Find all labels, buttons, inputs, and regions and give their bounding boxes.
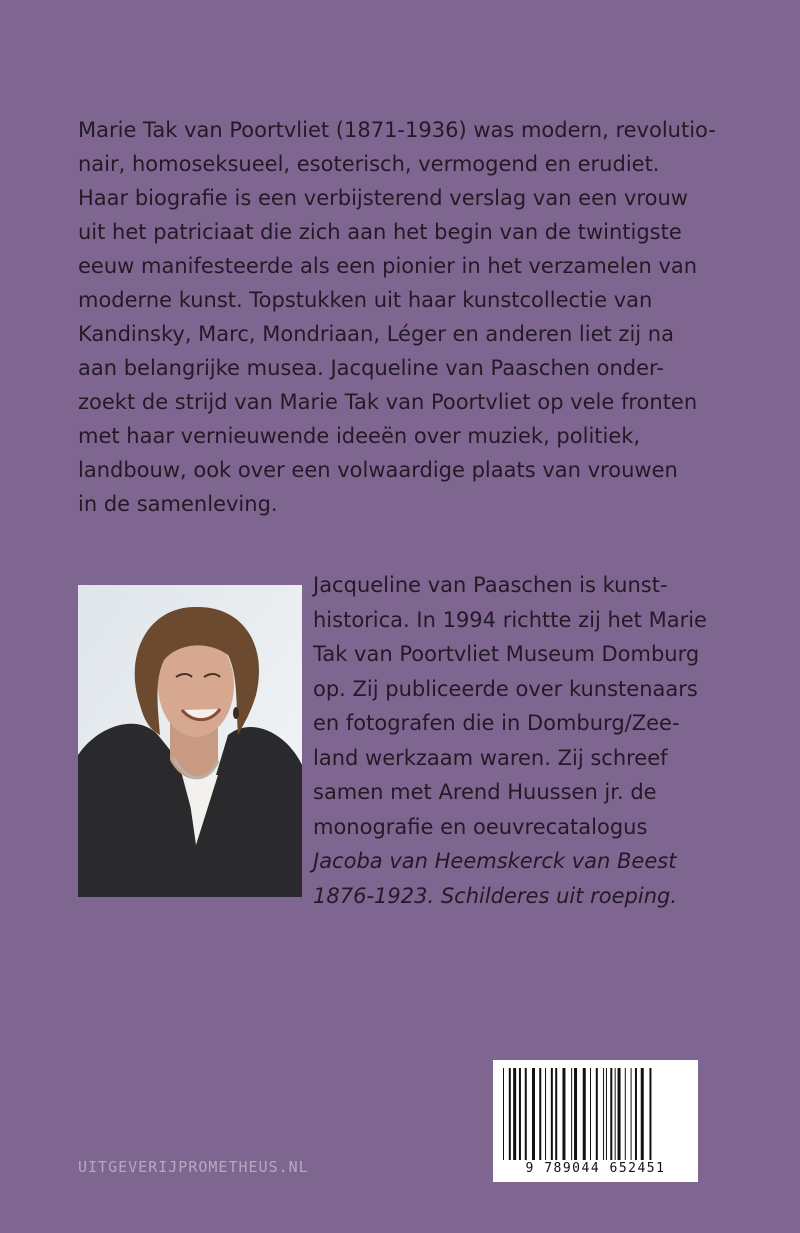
barcode-bar (603, 1068, 604, 1160)
author-photo (78, 585, 302, 897)
author-bio (313, 568, 733, 913)
barcode-bar (532, 1068, 535, 1160)
barcode-bar (610, 1068, 612, 1160)
blurb-line: nair, homoseksueel, esoterisch, vermogend en erudiet. (78, 152, 660, 176)
blurb-line: eeuw manifesteerde als een pionier in het verzamelen van (78, 254, 698, 278)
barcode-bar (631, 1068, 632, 1160)
barcode-bars (501, 1068, 690, 1160)
barcode-bar (562, 1068, 565, 1160)
bio-line: Jacqueline van Paaschen is kunst- (313, 573, 668, 597)
barcode-bar (625, 1068, 626, 1160)
barcode-bar (574, 1068, 577, 1160)
blurb-line: in de samenleving. (78, 492, 278, 516)
bio-line: land werkzaam waren. Zij schreef (313, 745, 668, 770)
author-portrait-illustration (78, 585, 302, 897)
blurb-line: landbouw, ook over een volwaardige plaats van vrouwen (78, 458, 678, 482)
barcode-bar (590, 1068, 591, 1160)
blurb-line: moderne kunst. Topstukken uit haar kunstcollectie van (78, 288, 653, 312)
barcode-bar (539, 1068, 541, 1160)
barcode-bar (596, 1068, 598, 1160)
blurb-line: Kandinsky, Marc, Mondriaan, Léger en anderen liet zij na (78, 322, 674, 346)
barcode-bar (641, 1068, 644, 1160)
barcode-bar (509, 1068, 511, 1160)
bio-line: samen met Arend Huussen jr. de (313, 780, 657, 804)
barcode-bar (551, 1068, 553, 1160)
isbn-digits: 9 789044 652451 (525, 1161, 666, 1176)
barcode-bar (606, 1068, 607, 1160)
blurb-line: Marie Tak van Poortvliet (1871-1936) was modern, revolutio- (78, 118, 716, 142)
bio-line: op. Zij publiceerde over kunstenaars (313, 676, 698, 701)
barcode-bar (649, 1068, 651, 1160)
blurb-line: uit het patriciaat die zich aan het begin van de twintigste (78, 220, 682, 244)
isbn-barcode (493, 1060, 698, 1182)
barcode-bar (555, 1068, 557, 1160)
barcode-bar (615, 1068, 616, 1160)
bio-line: historica. In 1994 richtte zij het Marie (313, 607, 707, 632)
barcode-bar (583, 1068, 586, 1160)
barcode-bar (635, 1068, 637, 1160)
blurb-line: zoekt de strijd van Marie Tak van Poortvliet op vele fronten (78, 390, 698, 414)
bio-book-title-line: 1876-1923. Schilderes uit roeping. (313, 883, 678, 908)
barcode-bar (519, 1068, 521, 1160)
bio-book-title-line: Jacoba van Heemskerck van Beest (313, 849, 677, 873)
bio-line: en fotografen die in Domburg/Zee- (313, 711, 680, 735)
barcode-bar (545, 1068, 546, 1160)
bio-line: Tak van Poortvliet Museum Domburg (313, 642, 700, 666)
bio-line: monografie en oeuvrecatalogus (313, 814, 648, 839)
barcode-bar (503, 1068, 504, 1160)
barcode-bar (525, 1068, 527, 1160)
back-cover-blurb (78, 113, 728, 521)
publisher-website: UITGEVERIJPROMETHEUS.NL (78, 1158, 309, 1176)
barcode-bar (513, 1068, 516, 1160)
barcode-bar (618, 1068, 621, 1160)
blurb-line: aan belangrijke musea. Jacqueline van Paaschen onder- (78, 356, 664, 380)
blurb-line: met haar vernieuwende ideeën over muziek, politiek, (78, 424, 641, 448)
barcode-bar (571, 1068, 572, 1160)
blurb-line: Haar biografie is een verbijsterend verslag van een vrouw (78, 186, 688, 210)
